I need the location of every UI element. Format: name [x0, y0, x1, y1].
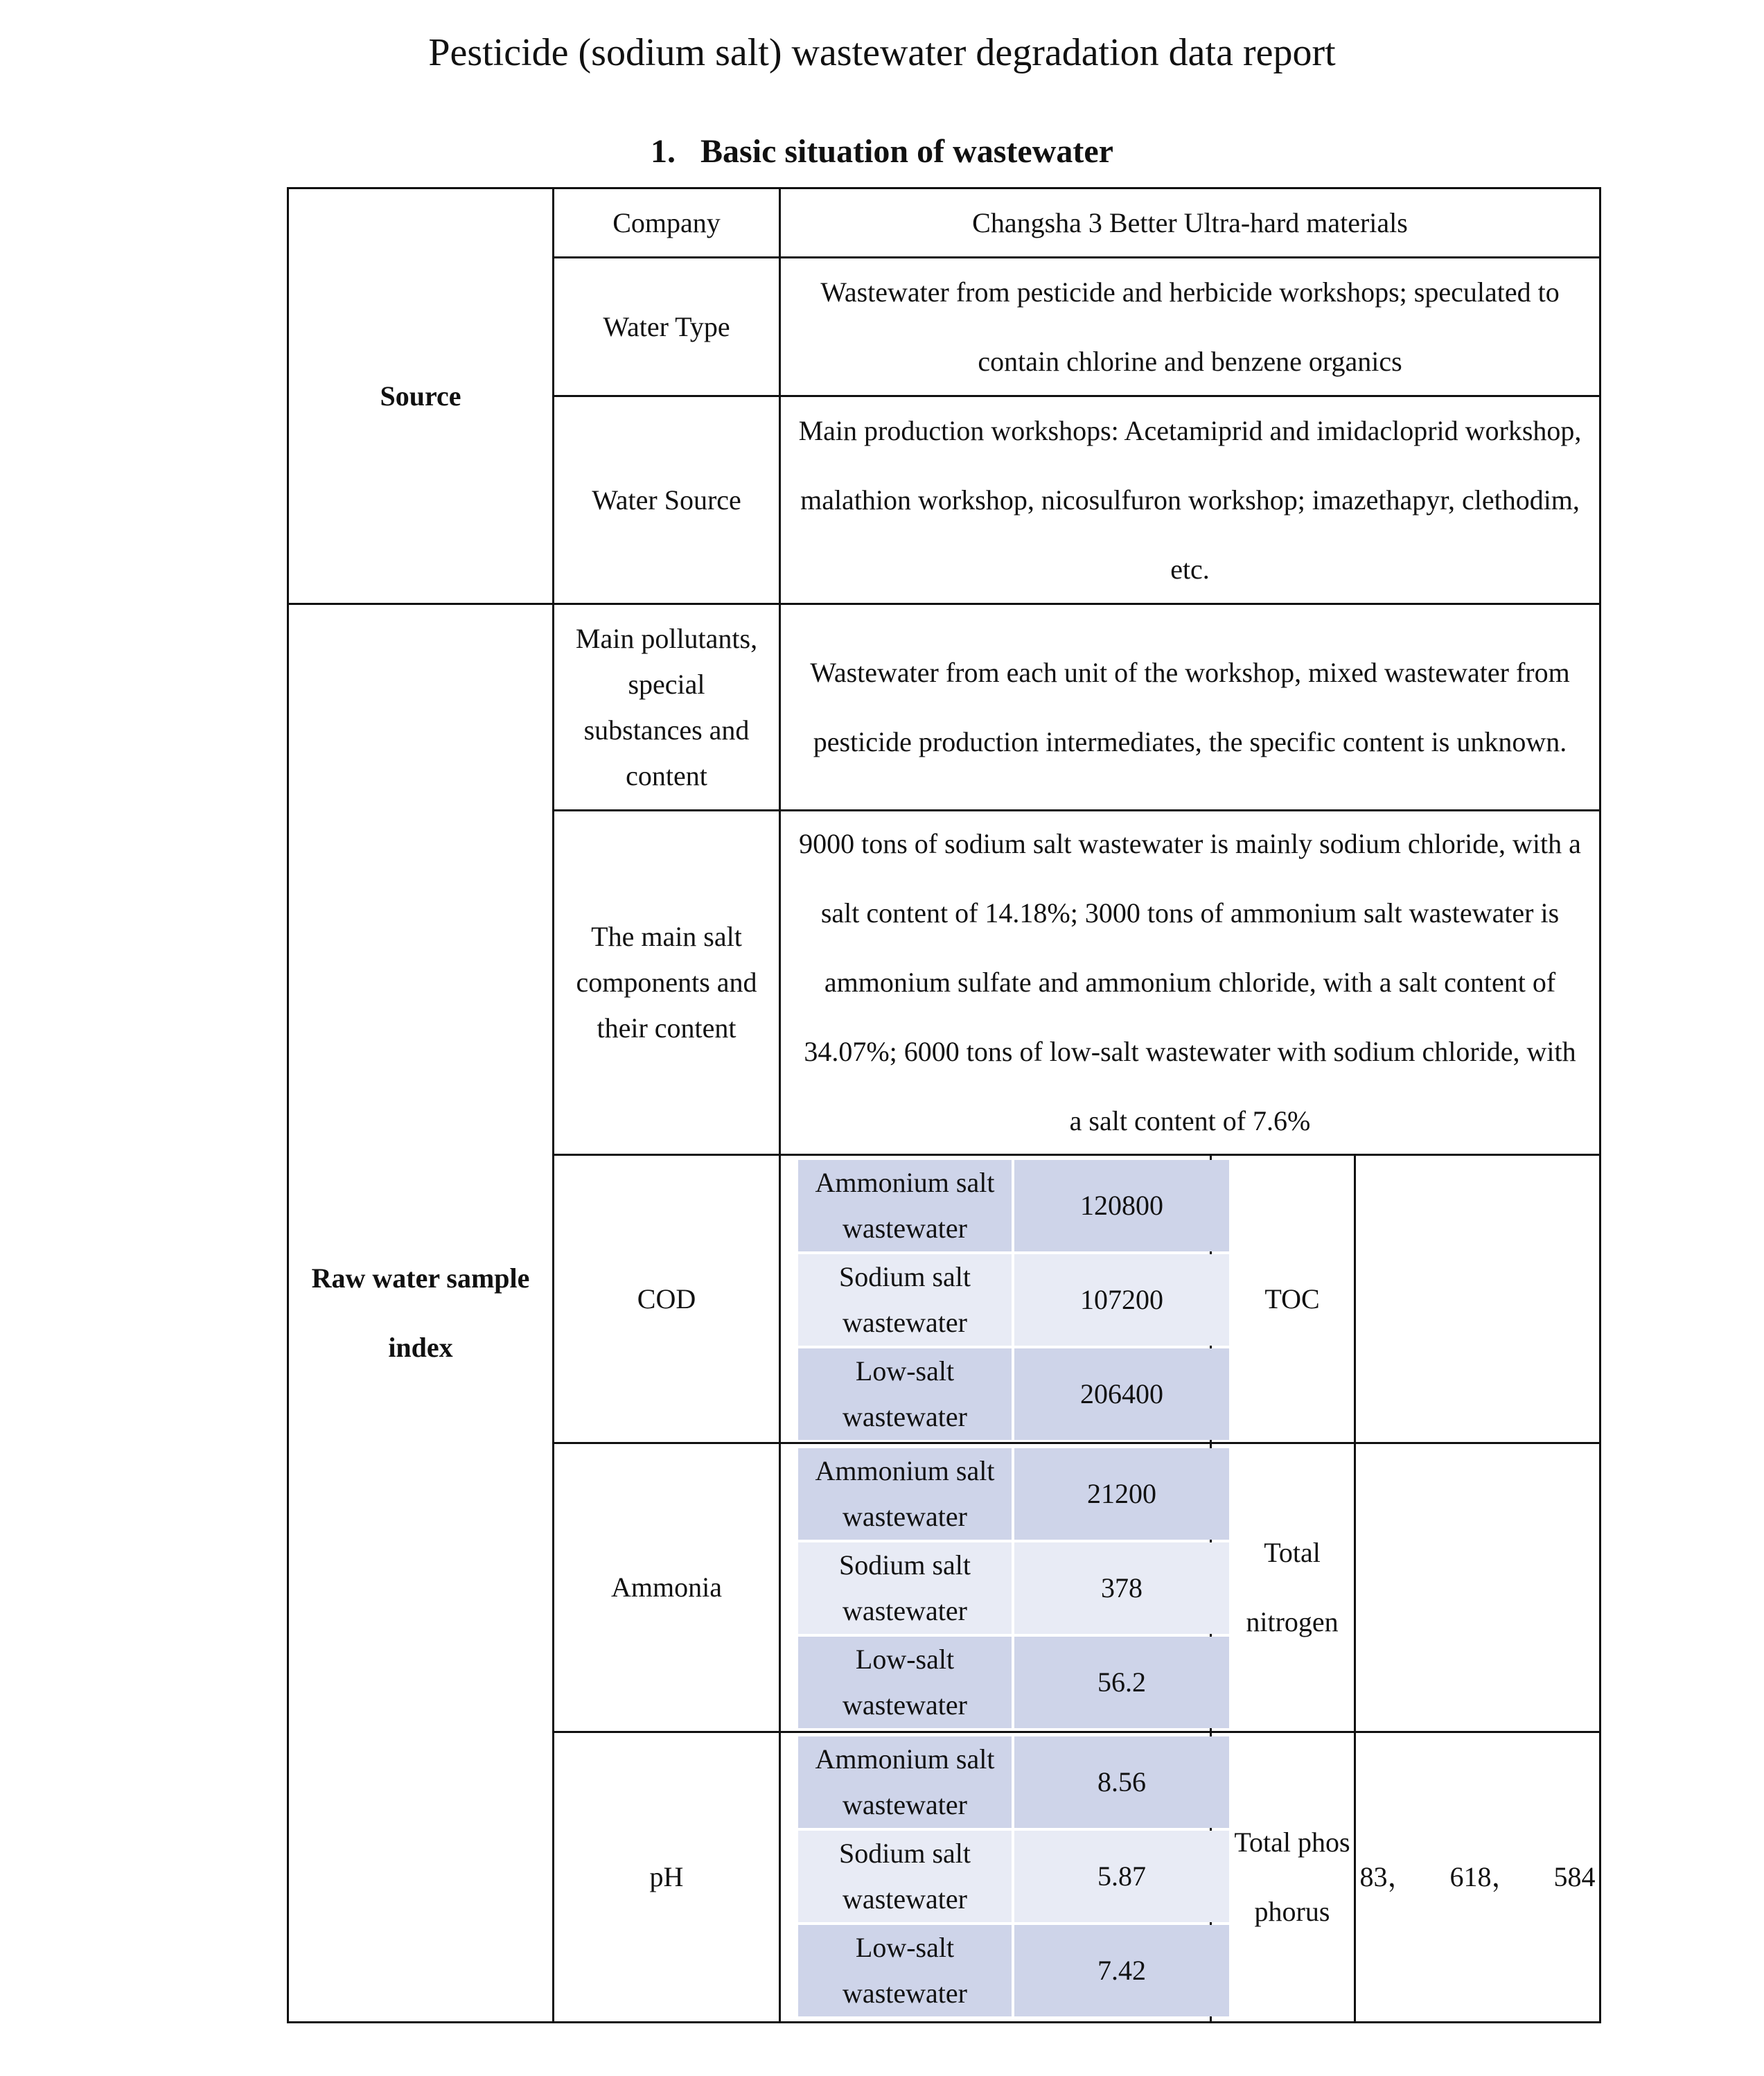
cod-row-value: 120800: [1014, 1160, 1229, 1251]
ammonia-row-value: 56.2: [1014, 1637, 1229, 1728]
ph-row-name: Low-salt wastewater: [798, 1925, 1012, 2016]
total-phosphorus-label: Total phosphorus: [1234, 1827, 1350, 1927]
water-source-value: Main production workshops: Acetamiprid and imidacloprid workshop, malathion workshop, nicosulfuron workshop; imazethapyr, clethodim, etc.: [798, 414, 1582, 585]
ammonia-row-name: Low-salt wastewater: [798, 1637, 1012, 1728]
raw-water-label: Raw water sample index: [311, 1263, 530, 1363]
ph-row-name: Sodium salt wastewater: [798, 1831, 1012, 1922]
ammonia-row-value: 21200: [1014, 1448, 1229, 1540]
toc-label: TOC: [1264, 1283, 1320, 1314]
cod-label: COD: [637, 1283, 696, 1314]
ph-row-value: 5.87: [1014, 1831, 1229, 1922]
section-heading: 1. Basic situation of wastewater: [651, 133, 1113, 170]
total-phosphorus-value: 83， 618， 584: [1359, 1861, 1596, 1892]
water-type-value: Wastewater from pesticide and herbicide workshops; speculated to contain chlorine and benzene organics: [820, 276, 1560, 377]
company-label: Company: [612, 206, 721, 238]
salt-components-value: 9000 tons of sodium salt wastewater is mainly sodium chloride, with a salt content of 14.18%; 3000 tons of ammonium salt wastewater is ammonium sulfate and ammonium chloride, with a salt content of 34.07%; 6000 tons of low-salt wastewater with sodium chloride, with a salt content of 7.6%: [799, 828, 1581, 1136]
ph-row-value: 7.42: [1014, 1925, 1229, 2016]
table-right-border: [1599, 187, 1601, 2023]
ph-row-value: 8.56: [1014, 1736, 1229, 1828]
ph-row-name: Ammonium salt wastewater: [798, 1736, 1012, 1828]
cod-row-value: 107200: [1014, 1254, 1229, 1346]
ammonia-label: Ammonia: [611, 1572, 722, 1603]
source-label: Source: [380, 380, 461, 412]
total-nitrogen-label: Total nitrogen: [1246, 1537, 1339, 1637]
ammonia-row-name: Sodium salt wastewater: [798, 1542, 1012, 1634]
ammonia-row-value: 378: [1014, 1542, 1229, 1634]
pollutants-label: Main pollutants, special substances and content: [575, 622, 758, 791]
water-type-label: Water Type: [603, 310, 730, 342]
company-value: Changsha 3 Better Ultra-hard materials: [972, 206, 1408, 238]
cod-row-value: 206400: [1014, 1348, 1229, 1440]
cod-row-name: Low-salt wastewater: [798, 1348, 1012, 1440]
pollutants-value: Wastewater from each unit of the workshop, mixed wastewater from pesticide production intermediates, the specific content is unknown.: [810, 656, 1570, 757]
water-source-label: Water Source: [592, 484, 741, 516]
total-nitrogen-value: [1356, 1444, 1599, 1731]
document-title: Pesticide (sodium salt) wastewater degradation data report: [428, 31, 1336, 74]
ph-label: pH: [649, 1861, 684, 1892]
cod-row-name: Sodium salt wastewater: [798, 1254, 1012, 1346]
toc-value: [1356, 1156, 1599, 1442]
table-bottom-border: [287, 2021, 1601, 2023]
cod-row-name: Ammonium salt wastewater: [798, 1160, 1012, 1251]
ammonia-row-name: Ammonium salt wastewater: [798, 1448, 1012, 1540]
salt-components-label: The main salt components and their content: [576, 921, 757, 1044]
